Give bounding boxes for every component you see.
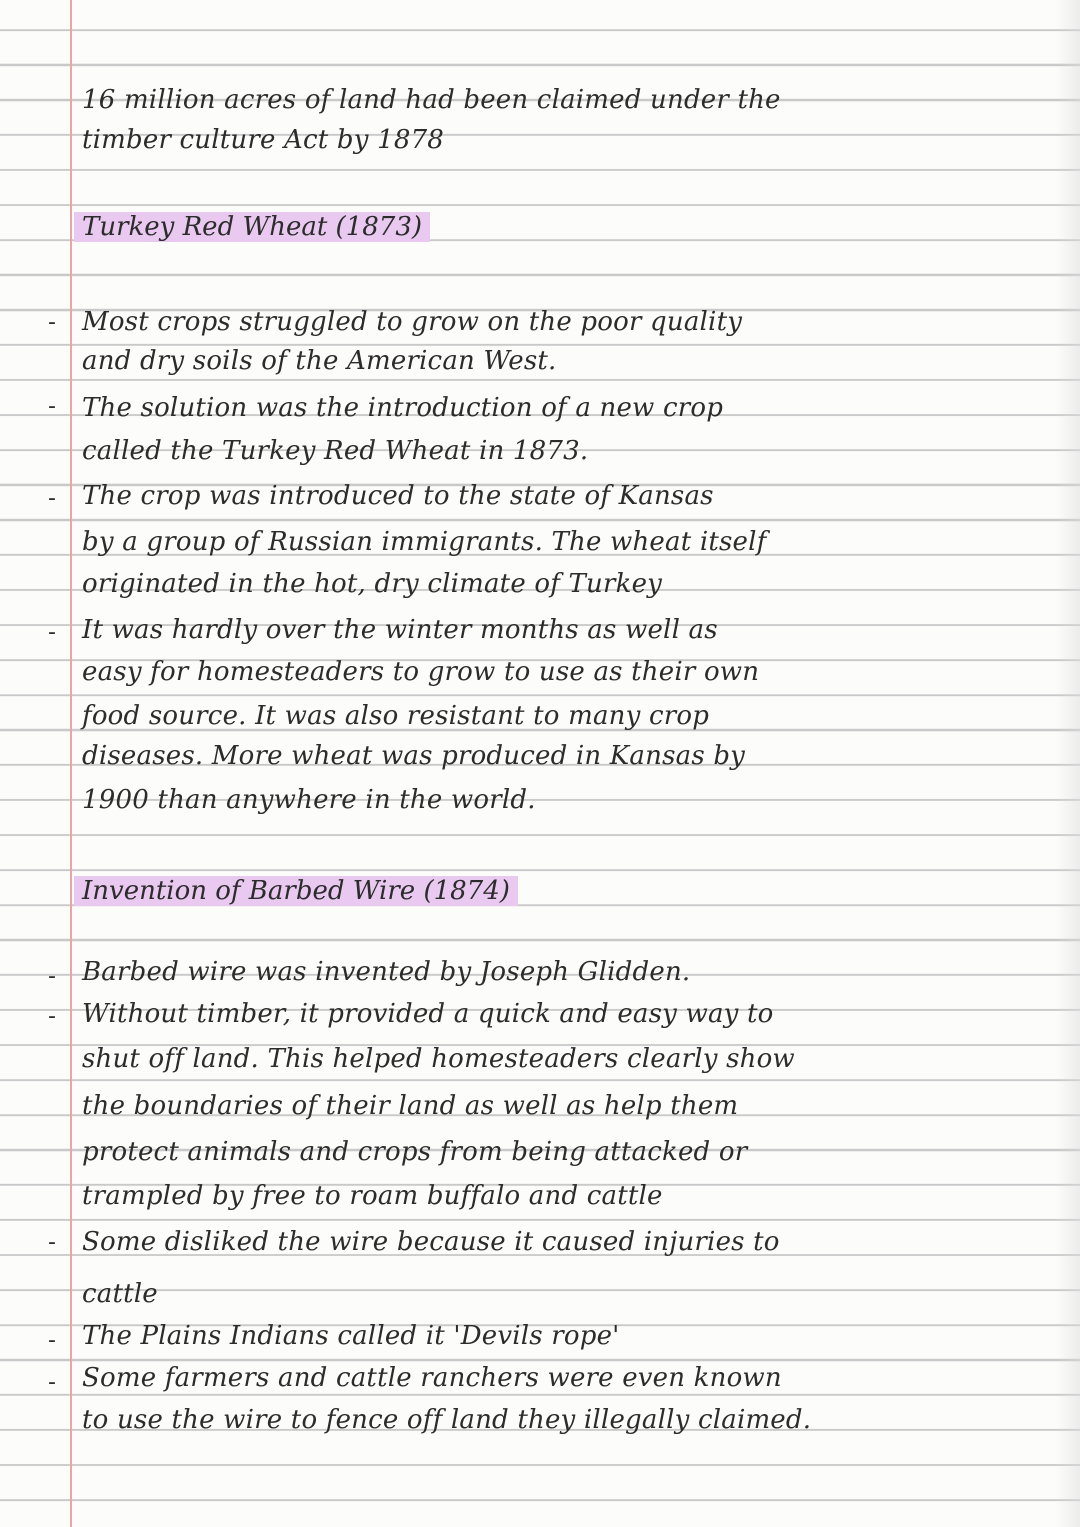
section-heading-barbed-wire: Invention of Barbed Wire (1874) (74, 876, 518, 906)
text-line: called the Turkey Red Wheat in 1873. (82, 436, 589, 466)
bullet-marker: - (48, 1328, 56, 1353)
bullet-marker: - (48, 1230, 56, 1255)
text-line: food source. It was also resistant to many crop (82, 701, 710, 731)
text-line: It was hardly over the winter months as well as (82, 615, 718, 645)
text-line: The solution was the introduction of a new crop (82, 393, 724, 423)
text-line: trampled by free to roam buffalo and cattle (82, 1181, 663, 1211)
bullet-marker: - (48, 394, 56, 419)
text-line: 1900 than anywhere in the world. (82, 785, 536, 815)
bullet-marker: - (48, 620, 56, 645)
text-line: Barbed wire was invented by Joseph Glidden. (82, 957, 691, 987)
margin-line (70, 0, 72, 1527)
text-line: Without timber, it provided a quick and easy way to (82, 999, 774, 1029)
text-line: easy for homesteaders to grow to use as their own (82, 657, 760, 687)
text-line: originated in the hot, dry climate of Turkey (82, 569, 663, 599)
bullet-marker: - (48, 964, 56, 989)
intro-line-2: timber culture Act by 1878 (82, 125, 445, 155)
bullet-marker: - (48, 1370, 56, 1395)
text-line: Some disliked the wire because it caused injuries to (82, 1227, 780, 1257)
text-line: diseases. More wheat was produced in Kansas by (82, 741, 746, 771)
text-line: the boundaries of their land as well as help them (82, 1091, 739, 1121)
text-line: to use the wire to fence off land they illegally claimed. (82, 1405, 812, 1435)
text-line: by a group of Russian immigrants. The wheat itself (82, 527, 767, 557)
text-line: The crop was introduced to the state of Kansas (82, 481, 714, 511)
text-line: and dry soils of the American West. (82, 346, 557, 376)
intro-line-1: 16 million acres of land had been claimed under the (82, 85, 781, 115)
section-heading-turkey-red-wheat: Turkey Red Wheat (1873) (74, 212, 430, 242)
bullet-marker: - (48, 310, 56, 335)
text-line: shut off land. This helped homesteaders clearly show (82, 1044, 795, 1074)
text-line: protect animals and crops from being attacked or (82, 1137, 748, 1167)
bullet-marker: - (48, 1004, 56, 1029)
text-line: Most crops struggled to grow on the poor quality (82, 307, 743, 337)
page-edge (1056, 0, 1080, 1527)
text-line: Some farmers and cattle ranchers were even known (82, 1363, 782, 1393)
text-line: The Plains Indians called it 'Devils rope' (82, 1321, 620, 1351)
text-line: cattle (82, 1279, 158, 1309)
bullet-marker: - (48, 486, 56, 511)
